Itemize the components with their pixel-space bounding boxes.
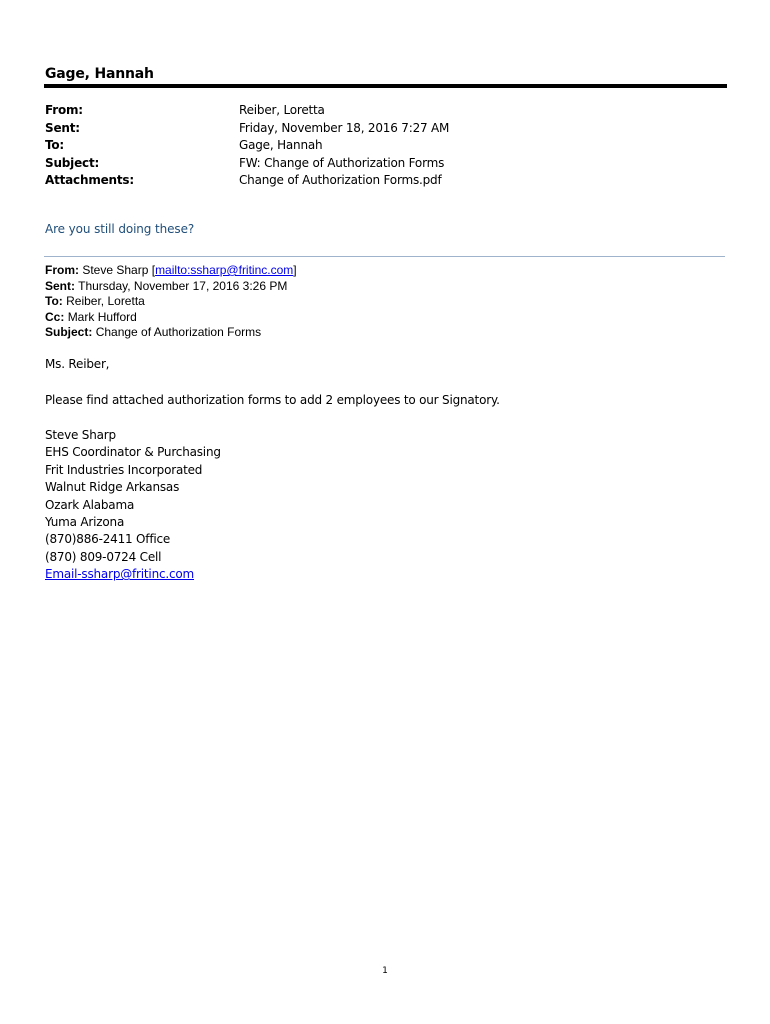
from-label: From: xyxy=(45,103,83,117)
fwd-subject-value: Change of Authorization Forms xyxy=(95,325,262,339)
message-paragraph: Please find attached authorization forms to add 2 employees to our Signatory. xyxy=(45,393,500,407)
forward-separator xyxy=(44,256,725,257)
forwarded-header xyxy=(45,263,297,341)
reply-text: Are you still doing these? xyxy=(45,222,195,236)
message-header xyxy=(45,102,685,190)
header-row-to xyxy=(45,137,685,155)
fwd-row-to xyxy=(45,294,297,310)
header-divider xyxy=(44,84,727,88)
attachment-filename[interactable]: Change of Authorization Forms.pdf xyxy=(239,173,442,187)
signature-email-link[interactable]: Email-ssharp@fritinc.com xyxy=(45,567,195,582)
fwd-row-cc xyxy=(45,310,297,326)
signature-phone-cell: (870) 809-0724 Cell xyxy=(45,549,162,564)
header-row-sent xyxy=(45,120,685,138)
fwd-row-from xyxy=(45,263,297,279)
signature-phone-office: (870)886-2411 Office xyxy=(45,532,171,547)
signature-location-3: Yuma Arizona xyxy=(45,514,125,529)
fwd-from-label: From: xyxy=(45,263,79,277)
header-row-attachments xyxy=(45,172,685,190)
header-row-subject xyxy=(45,155,685,173)
signature-title: EHS Coordinator & Purchasing xyxy=(45,445,221,460)
signature-company: Frit Industries Incorporated xyxy=(45,462,203,477)
fwd-from-mailto-link[interactable]: mailto:ssharp@fritinc.com xyxy=(155,263,294,277)
sent-label: Sent: xyxy=(45,120,80,135)
fwd-subject-label: Subject: xyxy=(45,325,93,339)
subject-value: FW: Change of Authorization Forms xyxy=(239,155,445,170)
fwd-sent-value: Thursday, November 17, 2016 3:26 PM xyxy=(78,278,288,293)
attachments-label: Attachments: xyxy=(45,173,134,187)
fwd-row-subject xyxy=(45,325,297,341)
sent-value: Friday, November 18, 2016 7:27 AM xyxy=(239,120,450,135)
greeting: Ms. Reiber, xyxy=(45,357,110,371)
mailbox-owner-name: Gage, Hannah xyxy=(45,66,154,82)
to-value: Gage, Hannah xyxy=(239,138,323,152)
signature-email-row xyxy=(45,566,221,583)
signature-location-1: Walnut Ridge Arkansas xyxy=(45,480,180,495)
signature-name: Steve Sharp xyxy=(45,428,116,442)
subject-label: Subject: xyxy=(45,155,100,170)
to-label: To: xyxy=(45,138,65,152)
fwd-from-name: Steve Sharp [ xyxy=(82,263,156,277)
signature-block xyxy=(45,427,221,584)
fwd-cc-value: Mark Hufford xyxy=(67,309,137,324)
fwd-to-label: To: xyxy=(45,294,63,308)
fwd-to-value: Reiber, Loretta xyxy=(66,294,145,308)
from-value: Reiber, Loretta xyxy=(239,103,325,117)
fwd-cc-label: Cc: xyxy=(45,309,65,324)
fwd-row-sent xyxy=(45,279,297,295)
signature-location-2: Ozark Alabama xyxy=(45,497,135,512)
fwd-from-close: ] xyxy=(293,263,297,277)
page-number: 1 xyxy=(382,966,388,976)
fwd-sent-label: Sent: xyxy=(45,278,75,293)
header-row-from xyxy=(45,102,685,120)
